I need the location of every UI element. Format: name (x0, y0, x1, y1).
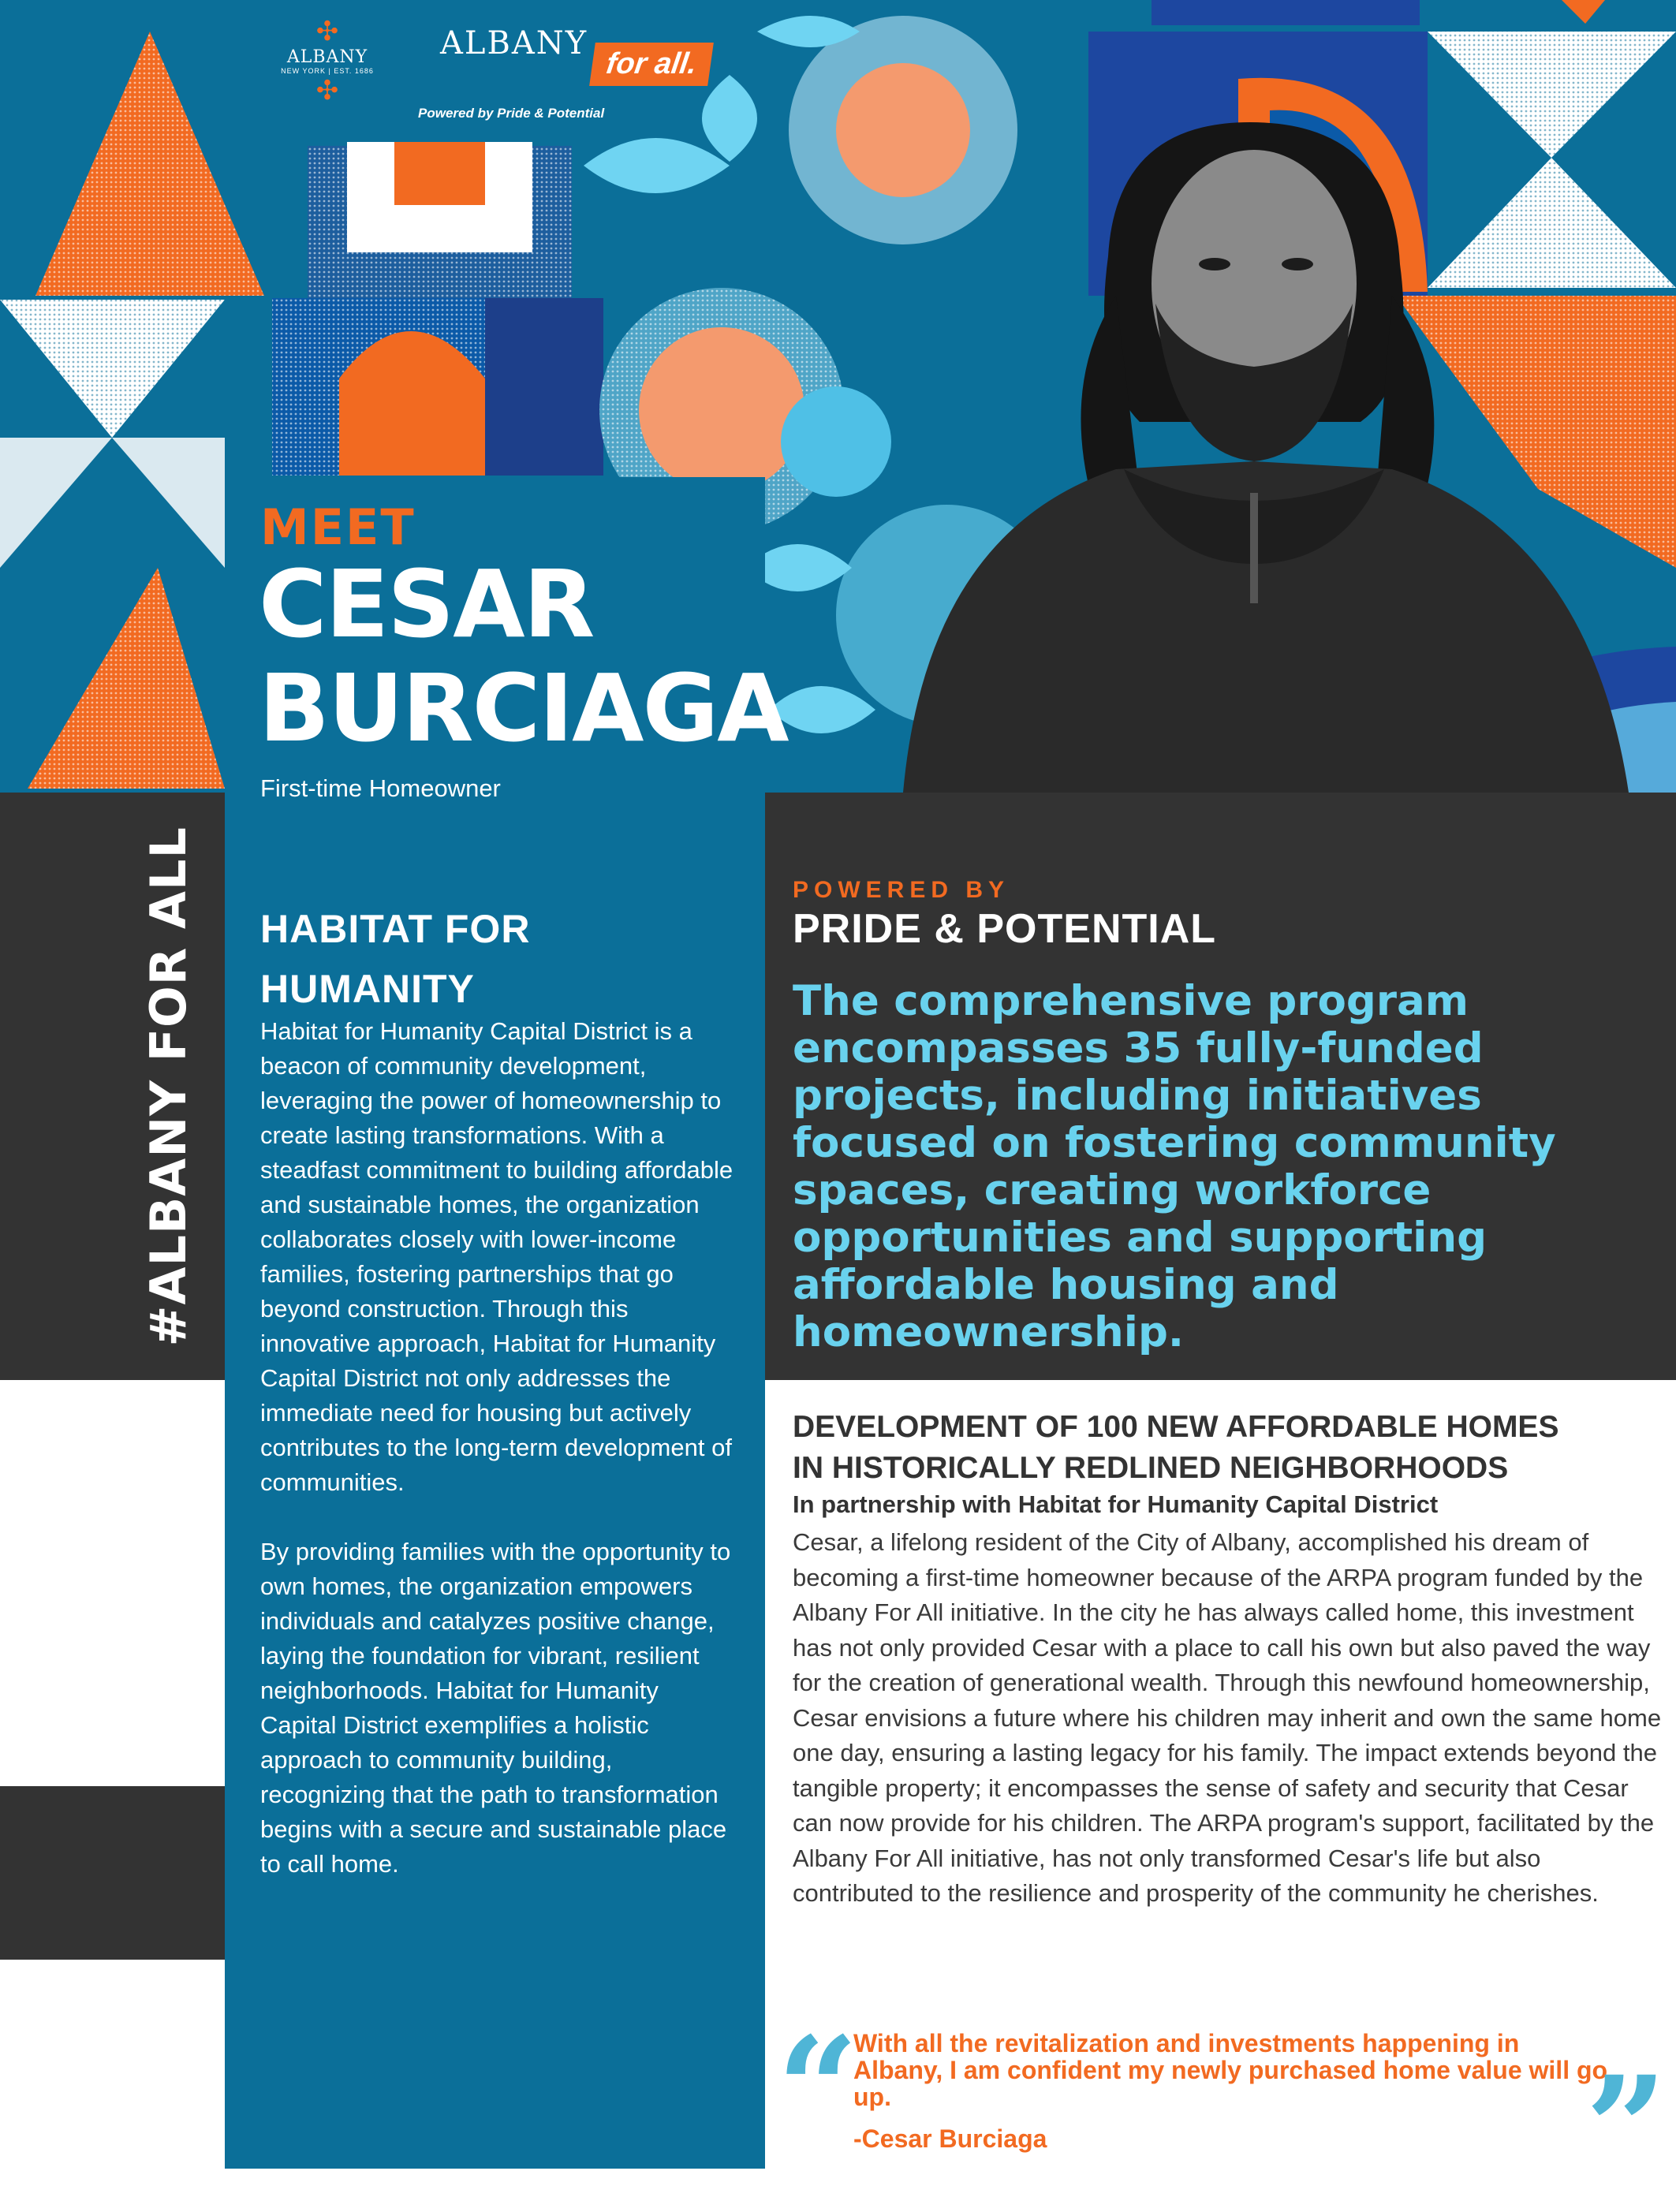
quote-text: With all the revitalization and investments happening in Albany, I am confident my newly purchased home value will go up. (853, 2029, 1608, 2111)
brand-tagline: Powered by Pride & Potential (418, 106, 605, 121)
profile-role: First-time Homeowner (260, 774, 501, 802)
development-heading-line1: DEVELOPMENT OF 100 NEW AFFORDABLE HOMES (793, 1410, 1559, 1444)
quote-author: -Cesar Burciaga (853, 2124, 1047, 2153)
organization-title-line1: HABITAT FOR (260, 907, 531, 951)
program-highlight: The comprehensive program encompasses 35 fully-funded projects, including initiatives focused on fostering community spaces, creating workforce opportunities and supporting affordable housing and homeownership. (793, 977, 1556, 1356)
profile-name (259, 550, 788, 763)
hashtag-text: #ALBANY FOR ALL (140, 826, 197, 1347)
meet-label: MEET (260, 498, 416, 556)
brand-word: ALBANY (440, 25, 588, 62)
quote-open-icon: “ (777, 2006, 859, 2173)
organization-description (260, 1014, 737, 1916)
first-name: CESAR (259, 550, 594, 658)
development-body: Cesar, a lifelong resident of the City of Albany, accomplished his dream of becoming a first-time homeowner because of the ARPA program funded by the Albany For All initiative. In the city he has always called home, this investment has not only provided Cesar with a place to call his own but also paved the way for the creation of generational wealth. Through this newfound homeownership, Cesar envisions a future where his children may inherit and own the same home one day, ensuring a lasting legacy for his family. The impact extends beyond the tangible property; it encompasses the sense of safety and security that Cesar can now provide for his children. The ARPA program's support, facilitated by the Albany For All initiative, has not only transformed Cesar's life but also contributed to the resilience and prosperity of the community he cherishes. (793, 1528, 1662, 1907)
last-name: BURCIAGA (259, 654, 788, 763)
powered-by-label: POWERED BY (793, 877, 1010, 903)
brand-badge: for all. (589, 43, 714, 86)
organization-paragraph-1: Habitat for Humanity Capital District is a beacon of community development, leveraging the power of homeownership to create lasting transformations. With a steadfast commitment to building affordable and sustainable homes, the organization collaborates closely with lower-income families, fostering partnerships that go beyond construction. Through this innovative approach, Habitat for Humanity Capital District not only addresses the immediate need for housing but actively contributes to the long-term development of communities. (260, 1017, 733, 1496)
development-subheading: In partnership with Habitat for Humanity Capital District (793, 1490, 1439, 1518)
quote-close-icon: ” (1585, 2046, 1667, 2212)
seal-cross-bottom-icon: ✣ (315, 76, 339, 106)
program-title: PRIDE & POTENTIAL (793, 906, 1217, 952)
profile-photo (856, 122, 1676, 793)
albany-seal-logo (280, 16, 375, 126)
seal-sub: NEW YORK | EST. 1686 (281, 67, 374, 75)
left-dark-block (0, 1786, 225, 1960)
organization-title (260, 899, 733, 1019)
organization-paragraph-2: By providing families with the opportunity to own homes, the organization empowers individuals and catalyzes positive change, laying the foundation for vibrant, resilient neighborhoods. Habitat for Humanity Capital District exemplifies a holistic approach to community building, recognizing that the path to transformation begins with a secure and sustainable place to call home. (260, 1538, 731, 1878)
sidebar-hashtag (140, 826, 197, 1346)
development-heading (793, 1407, 1660, 1489)
seal-word: ALBANY (286, 47, 368, 67)
organization-title-line2: HUMANITY (260, 967, 475, 1011)
seal-cross-icon: ✣ (315, 17, 339, 47)
portrait-illustration (856, 122, 1676, 793)
albany-for-all-logo (418, 25, 700, 121)
development-heading-line2: IN HISTORICALLY REDLINED NEIGHBORHOODS (793, 1451, 1509, 1485)
